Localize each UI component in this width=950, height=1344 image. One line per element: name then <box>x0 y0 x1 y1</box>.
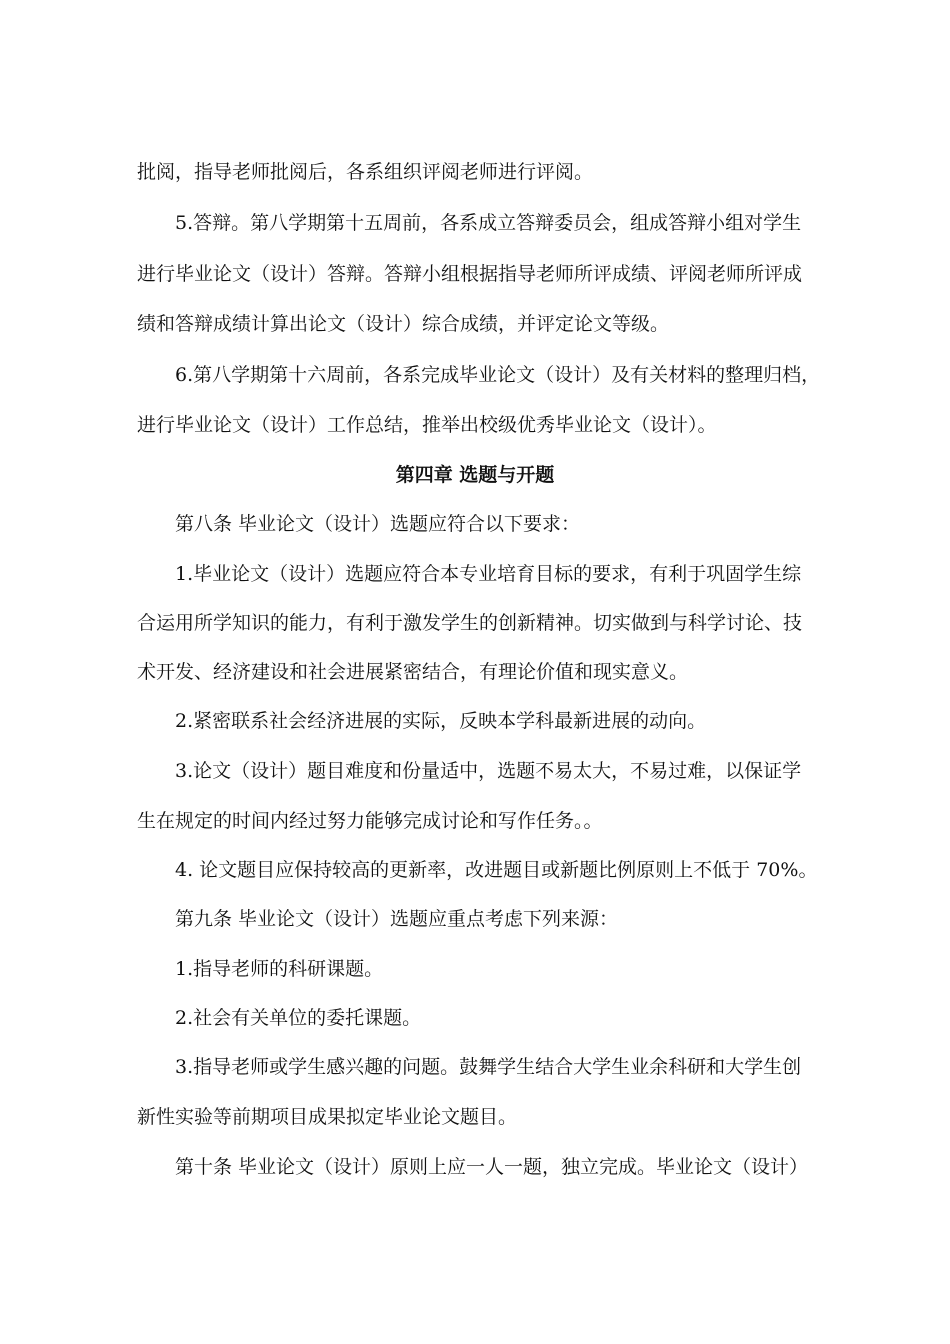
line-text: 新性实验等前期项目成果拟定毕业论文题目。 <box>137 1106 518 1128</box>
line-text: 1.指导老师的科研课题。 <box>175 958 384 980</box>
line-text: 6.第八学期第十六周前，各系完成毕业论文（设计）及有关材料的整理归档， <box>175 364 821 386</box>
line-text: 2.紧密联系社会经济进展的实际，反映本学科最新进展的动向。 <box>175 710 707 732</box>
line-text: 生在规定的时间内经过努力能够完成讨论和写作任务。。 <box>137 810 603 832</box>
paragraph-line <box>0 355 950 395</box>
line-text: 术开发、经济建设和社会进展紧密结合，有理论价值和现实意义。 <box>137 661 689 683</box>
line-text: 4. 论文题目应保持较高的更新率，改进题目或新题比例原则上不低于 70%。 <box>175 859 818 881</box>
line-text: 第九条 毕业论文（设计）选题应重点考虑下列来源： <box>175 908 619 930</box>
line-text: 合运用所学知识的能力，有利于激发学生的创新精神。切实做到与科学讨论、技 <box>137 612 803 634</box>
line-text: 3.指导老师或学生感兴趣的问题。鼓舞学生结合大学生业余科研和大学生创 <box>175 1056 802 1078</box>
line-text: 进行毕业论文（设计）答辩。答辩小组根据指导老师所评成绩、评阅老师所评成 <box>137 263 803 285</box>
article-line <box>0 504 950 544</box>
paragraph-line <box>0 751 950 791</box>
line-text: 1.毕业论文（设计）选题应符合本专业培育目标的要求，有利于巩固学生综 <box>175 563 802 585</box>
paragraph-line <box>0 801 950 841</box>
paragraph-line <box>0 949 950 989</box>
paragraph-line <box>0 850 950 890</box>
paragraph-line <box>0 701 950 741</box>
line-text: 第八条 毕业论文（设计）选题应符合以下要求： <box>175 513 581 535</box>
paragraph-line <box>0 405 950 445</box>
paragraph-line <box>0 998 950 1038</box>
line-text: 批阅，指导老师批阅后，各系组织评阅老师进行评阅。 <box>137 161 594 183</box>
chapter-heading-text: 第四章 选题与开题 <box>395 464 555 486</box>
paragraph-line <box>0 304 950 344</box>
paragraph-line <box>0 554 950 594</box>
chapter-heading <box>0 455 950 495</box>
paragraph-line <box>0 603 950 643</box>
paragraph-line <box>0 652 950 692</box>
paragraph-line <box>0 1097 950 1137</box>
line-text: 绩和答辩成绩计算出论文（设计）综合成绩，并评定论文等级。 <box>137 313 670 335</box>
paragraph-line <box>0 254 950 294</box>
article-line <box>0 899 950 939</box>
paragraph-line <box>0 203 950 243</box>
paragraph-line <box>0 1047 950 1087</box>
line-text: 2.社会有关单位的委托课题。 <box>175 1007 422 1029</box>
paragraph-line <box>0 152 950 192</box>
line-text: 进行毕业论文（设计）工作总结，推举出校级优秀毕业论文（设计）。 <box>137 414 717 436</box>
line-text: 第十条 毕业论文（设计）原则上应一人一题，独立完成。毕业论文（设计） <box>175 1156 809 1178</box>
line-text: 3.论文（设计）题目难度和份量适中，选题不易太大，不易过难，以保证学 <box>175 760 802 782</box>
article-line <box>0 1147 950 1187</box>
line-text: 5.答辩。第八学期第十五周前，各系成立答辩委员会，组成答辩小组对学生 <box>175 212 802 234</box>
